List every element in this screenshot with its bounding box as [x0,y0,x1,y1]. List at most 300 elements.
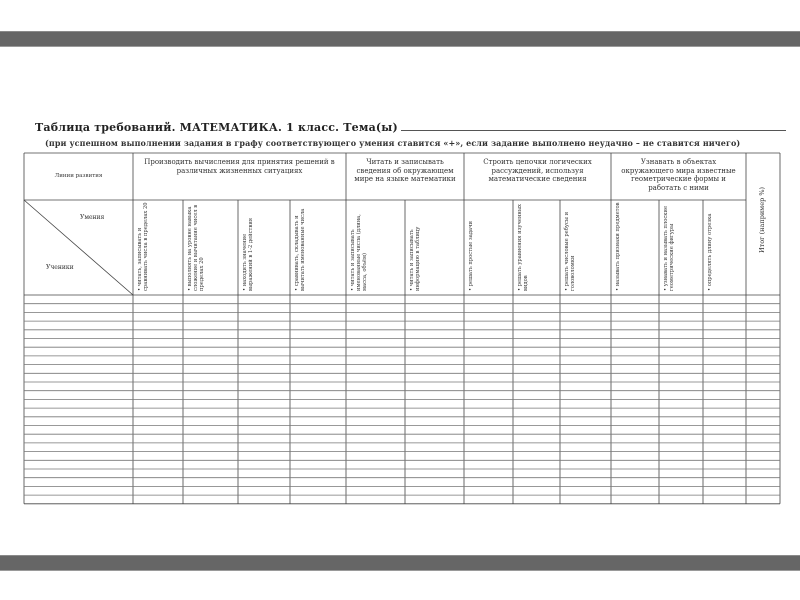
skill-mark-cell[interactable] [513,373,560,382]
skill-mark-cell[interactable] [346,295,405,304]
skill-mark-cell[interactable] [183,382,238,391]
skill-mark-cell[interactable] [405,365,464,374]
student-name-cell[interactable] [24,460,133,469]
skill-mark-cell[interactable] [464,330,513,339]
skill-mark-cell[interactable] [659,434,703,443]
skill-mark-cell[interactable] [513,365,560,374]
student-name-cell[interactable] [24,408,133,417]
skill-mark-cell[interactable] [290,486,346,495]
student-name-cell[interactable] [24,373,133,382]
skill-mark-cell[interactable] [703,434,746,443]
skill-mark-cell[interactable] [290,373,346,382]
skill-mark-cell[interactable] [290,495,346,504]
skill-mark-cell[interactable] [464,399,513,408]
skill-mark-cell[interactable] [238,339,290,348]
skill-mark-cell[interactable] [513,330,560,339]
skill-mark-cell[interactable] [464,426,513,435]
skill-mark-cell[interactable] [611,399,659,408]
skill-mark-cell[interactable] [133,382,183,391]
skill-mark-cell[interactable] [183,426,238,435]
student-name-cell[interactable] [24,434,133,443]
skill-mark-cell[interactable] [703,495,746,504]
skill-mark-cell[interactable] [405,373,464,382]
skill-mark-cell[interactable] [405,469,464,478]
skill-mark-cell[interactable] [513,295,560,304]
total-cell[interactable] [746,382,780,391]
skill-mark-cell[interactable] [133,426,183,435]
skill-mark-cell[interactable] [290,321,346,330]
skill-mark-cell[interactable] [290,304,346,313]
skill-mark-cell[interactable] [346,460,405,469]
total-cell[interactable] [746,373,780,382]
skill-mark-cell[interactable] [346,443,405,452]
skill-mark-cell[interactable] [513,347,560,356]
student-name-cell[interactable] [24,417,133,426]
skill-mark-cell[interactable] [133,295,183,304]
skill-mark-cell[interactable] [560,460,611,469]
skill-mark-cell[interactable] [183,347,238,356]
student-name-cell[interactable] [24,399,133,408]
skill-mark-cell[interactable] [560,426,611,435]
skill-mark-cell[interactable] [238,460,290,469]
skill-mark-cell[interactable] [464,469,513,478]
total-cell[interactable] [746,478,780,487]
skill-mark-cell[interactable] [238,495,290,504]
skill-mark-cell[interactable] [659,356,703,365]
skill-mark-cell[interactable] [464,486,513,495]
skill-mark-cell[interactable] [703,382,746,391]
skill-mark-cell[interactable] [611,347,659,356]
student-name-cell[interactable] [24,347,133,356]
skill-mark-cell[interactable] [183,330,238,339]
skill-mark-cell[interactable] [611,478,659,487]
skill-mark-cell[interactable] [405,339,464,348]
skill-mark-cell[interactable] [405,391,464,400]
skill-mark-cell[interactable] [238,434,290,443]
skill-mark-cell[interactable] [513,304,560,313]
total-cell[interactable] [746,434,780,443]
total-cell[interactable] [746,295,780,304]
skill-mark-cell[interactable] [560,495,611,504]
skill-mark-cell[interactable] [513,339,560,348]
skill-mark-cell[interactable] [238,321,290,330]
skill-mark-cell[interactable] [346,408,405,417]
skill-mark-cell[interactable] [133,347,183,356]
skill-mark-cell[interactable] [183,365,238,374]
skill-mark-cell[interactable] [133,469,183,478]
total-cell[interactable] [746,426,780,435]
skill-mark-cell[interactable] [513,426,560,435]
skill-mark-cell[interactable] [238,399,290,408]
skill-mark-cell[interactable] [464,408,513,417]
skill-mark-cell[interactable] [238,408,290,417]
total-cell[interactable] [746,339,780,348]
skill-mark-cell[interactable] [133,495,183,504]
total-cell[interactable] [746,347,780,356]
skill-mark-cell[interactable] [133,486,183,495]
skill-mark-cell[interactable] [238,486,290,495]
skill-mark-cell[interactable] [464,391,513,400]
skill-mark-cell[interactable] [238,391,290,400]
skill-mark-cell[interactable] [703,373,746,382]
student-name-cell[interactable] [24,304,133,313]
skill-mark-cell[interactable] [183,399,238,408]
skill-mark-cell[interactable] [290,469,346,478]
skill-mark-cell[interactable] [405,304,464,313]
skill-mark-cell[interactable] [611,304,659,313]
skill-mark-cell[interactable] [659,460,703,469]
skill-mark-cell[interactable] [464,339,513,348]
student-name-cell[interactable] [24,312,133,321]
skill-mark-cell[interactable] [703,321,746,330]
student-name-cell[interactable] [24,391,133,400]
skill-mark-cell[interactable] [611,408,659,417]
skill-mark-cell[interactable] [405,347,464,356]
total-cell[interactable] [746,452,780,461]
skill-mark-cell[interactable] [611,373,659,382]
skill-mark-cell[interactable] [464,443,513,452]
skill-mark-cell[interactable] [405,443,464,452]
skill-mark-cell[interactable] [290,382,346,391]
skill-mark-cell[interactable] [346,434,405,443]
skill-mark-cell[interactable] [513,495,560,504]
skill-mark-cell[interactable] [133,321,183,330]
skill-mark-cell[interactable] [290,443,346,452]
total-cell[interactable] [746,460,780,469]
student-name-cell[interactable] [24,365,133,374]
skill-mark-cell[interactable] [133,304,183,313]
skill-mark-cell[interactable] [513,408,560,417]
student-name-cell[interactable] [24,382,133,391]
skill-mark-cell[interactable] [133,373,183,382]
skill-mark-cell[interactable] [611,434,659,443]
skill-mark-cell[interactable] [238,426,290,435]
skill-mark-cell[interactable] [703,486,746,495]
skill-mark-cell[interactable] [238,443,290,452]
student-name-cell[interactable] [24,495,133,504]
skill-mark-cell[interactable] [183,312,238,321]
skill-mark-cell[interactable] [703,330,746,339]
skill-mark-cell[interactable] [560,365,611,374]
student-name-cell[interactable] [24,478,133,487]
skill-mark-cell[interactable] [183,339,238,348]
skill-mark-cell[interactable] [703,408,746,417]
skill-mark-cell[interactable] [611,339,659,348]
skill-mark-cell[interactable] [513,434,560,443]
skill-mark-cell[interactable] [405,330,464,339]
skill-mark-cell[interactable] [703,347,746,356]
skill-mark-cell[interactable] [183,478,238,487]
skill-mark-cell[interactable] [238,356,290,365]
skill-mark-cell[interactable] [659,478,703,487]
skill-mark-cell[interactable] [405,295,464,304]
skill-mark-cell[interactable] [703,391,746,400]
skill-mark-cell[interactable] [560,347,611,356]
skill-mark-cell[interactable] [659,373,703,382]
skill-mark-cell[interactable] [183,295,238,304]
skill-mark-cell[interactable] [611,330,659,339]
skill-mark-cell[interactable] [183,304,238,313]
skill-mark-cell[interactable] [560,399,611,408]
skill-mark-cell[interactable] [183,408,238,417]
skill-mark-cell[interactable] [238,347,290,356]
skill-mark-cell[interactable] [133,339,183,348]
skill-mark-cell[interactable] [238,295,290,304]
skill-mark-cell[interactable] [290,312,346,321]
skill-mark-cell[interactable] [560,469,611,478]
skill-mark-cell[interactable] [290,295,346,304]
skill-mark-cell[interactable] [346,391,405,400]
skill-mark-cell[interactable] [659,452,703,461]
skill-mark-cell[interactable] [464,347,513,356]
skill-mark-cell[interactable] [133,443,183,452]
skill-mark-cell[interactable] [513,321,560,330]
skill-mark-cell[interactable] [659,495,703,504]
skill-mark-cell[interactable] [346,312,405,321]
skill-mark-cell[interactable] [611,321,659,330]
skill-mark-cell[interactable] [703,295,746,304]
skill-mark-cell[interactable] [183,434,238,443]
skill-mark-cell[interactable] [560,443,611,452]
skill-mark-cell[interactable] [611,295,659,304]
student-name-cell[interactable] [24,321,133,330]
skill-mark-cell[interactable] [611,452,659,461]
skill-mark-cell[interactable] [290,460,346,469]
skill-mark-cell[interactable] [133,417,183,426]
skill-mark-cell[interactable] [238,469,290,478]
skill-mark-cell[interactable] [346,495,405,504]
skill-mark-cell[interactable] [346,304,405,313]
skill-mark-cell[interactable] [464,312,513,321]
skill-mark-cell[interactable] [464,356,513,365]
skill-mark-cell[interactable] [290,426,346,435]
total-cell[interactable] [746,443,780,452]
skill-mark-cell[interactable] [659,365,703,374]
skill-mark-cell[interactable] [405,408,464,417]
skill-mark-cell[interactable] [238,478,290,487]
skill-mark-cell[interactable] [611,469,659,478]
skill-mark-cell[interactable] [703,426,746,435]
total-cell[interactable] [746,330,780,339]
total-cell[interactable] [746,304,780,313]
skill-mark-cell[interactable] [659,426,703,435]
total-cell[interactable] [746,495,780,504]
total-cell[interactable] [746,417,780,426]
skill-mark-cell[interactable] [513,452,560,461]
skill-mark-cell[interactable] [133,391,183,400]
skill-mark-cell[interactable] [611,443,659,452]
skill-mark-cell[interactable] [464,365,513,374]
skill-mark-cell[interactable] [611,460,659,469]
skill-mark-cell[interactable] [560,417,611,426]
total-cell[interactable] [746,321,780,330]
skill-mark-cell[interactable] [405,382,464,391]
skill-mark-cell[interactable] [703,417,746,426]
skill-mark-cell[interactable] [405,460,464,469]
skill-mark-cell[interactable] [405,434,464,443]
skill-mark-cell[interactable] [405,486,464,495]
skill-mark-cell[interactable] [560,304,611,313]
skill-mark-cell[interactable] [703,443,746,452]
skill-mark-cell[interactable] [560,295,611,304]
student-name-cell[interactable] [24,452,133,461]
skill-mark-cell[interactable] [611,426,659,435]
student-name-cell[interactable] [24,486,133,495]
skill-mark-cell[interactable] [513,486,560,495]
skill-mark-cell[interactable] [560,391,611,400]
skill-mark-cell[interactable] [513,478,560,487]
skill-mark-cell[interactable] [346,469,405,478]
skill-mark-cell[interactable] [513,469,560,478]
skill-mark-cell[interactable] [133,452,183,461]
skill-mark-cell[interactable] [238,304,290,313]
skill-mark-cell[interactable] [513,391,560,400]
skill-mark-cell[interactable] [659,304,703,313]
skill-mark-cell[interactable] [405,356,464,365]
skill-mark-cell[interactable] [611,486,659,495]
skill-mark-cell[interactable] [238,330,290,339]
skill-mark-cell[interactable] [290,452,346,461]
total-cell[interactable] [746,365,780,374]
skill-mark-cell[interactable] [346,321,405,330]
skill-mark-cell[interactable] [183,469,238,478]
skill-mark-cell[interactable] [560,373,611,382]
skill-mark-cell[interactable] [405,417,464,426]
skill-mark-cell[interactable] [703,339,746,348]
skill-mark-cell[interactable] [290,399,346,408]
skill-mark-cell[interactable] [703,356,746,365]
skill-mark-cell[interactable] [405,399,464,408]
skill-mark-cell[interactable] [290,330,346,339]
student-name-cell[interactable] [24,426,133,435]
skill-mark-cell[interactable] [560,312,611,321]
skill-mark-cell[interactable] [560,434,611,443]
skill-mark-cell[interactable] [183,417,238,426]
skill-mark-cell[interactable] [290,417,346,426]
skill-mark-cell[interactable] [703,399,746,408]
skill-mark-cell[interactable] [513,443,560,452]
student-name-cell[interactable] [24,356,133,365]
skill-mark-cell[interactable] [290,365,346,374]
total-cell[interactable] [746,391,780,400]
skill-mark-cell[interactable] [238,382,290,391]
skill-mark-cell[interactable] [703,452,746,461]
skill-mark-cell[interactable] [238,452,290,461]
skill-mark-cell[interactable] [290,434,346,443]
student-name-cell[interactable] [24,443,133,452]
skill-mark-cell[interactable] [405,495,464,504]
skill-mark-cell[interactable] [464,321,513,330]
skill-mark-cell[interactable] [290,339,346,348]
skill-mark-cell[interactable] [183,373,238,382]
skill-mark-cell[interactable] [659,417,703,426]
skill-mark-cell[interactable] [659,399,703,408]
skill-mark-cell[interactable] [560,408,611,417]
skill-mark-cell[interactable] [464,304,513,313]
skill-mark-cell[interactable] [703,365,746,374]
skill-mark-cell[interactable] [703,469,746,478]
skill-mark-cell[interactable] [133,478,183,487]
skill-mark-cell[interactable] [611,417,659,426]
skill-mark-cell[interactable] [290,347,346,356]
skill-mark-cell[interactable] [405,478,464,487]
skill-mark-cell[interactable] [346,417,405,426]
skill-mark-cell[interactable] [133,365,183,374]
skill-mark-cell[interactable] [560,452,611,461]
total-cell[interactable] [746,469,780,478]
total-cell[interactable] [746,356,780,365]
skill-mark-cell[interactable] [659,347,703,356]
total-cell[interactable] [746,408,780,417]
skill-mark-cell[interactable] [611,356,659,365]
skill-mark-cell[interactable] [346,426,405,435]
skill-mark-cell[interactable] [183,486,238,495]
skill-mark-cell[interactable] [346,347,405,356]
student-name-cell[interactable] [24,469,133,478]
skill-mark-cell[interactable] [659,391,703,400]
skill-mark-cell[interactable] [183,443,238,452]
skill-mark-cell[interactable] [659,443,703,452]
total-cell[interactable] [746,486,780,495]
skill-mark-cell[interactable] [405,312,464,321]
skill-mark-cell[interactable] [133,330,183,339]
skill-mark-cell[interactable] [659,312,703,321]
skill-mark-cell[interactable] [464,460,513,469]
skill-mark-cell[interactable] [611,312,659,321]
skill-mark-cell[interactable] [560,321,611,330]
skill-mark-cell[interactable] [405,321,464,330]
skill-mark-cell[interactable] [290,391,346,400]
skill-mark-cell[interactable] [464,295,513,304]
skill-mark-cell[interactable] [133,356,183,365]
skill-mark-cell[interactable] [346,365,405,374]
skill-mark-cell[interactable] [659,382,703,391]
skill-mark-cell[interactable] [611,382,659,391]
skill-mark-cell[interactable] [346,452,405,461]
skill-mark-cell[interactable] [133,460,183,469]
skill-mark-cell[interactable] [464,373,513,382]
skill-mark-cell[interactable] [346,486,405,495]
skill-mark-cell[interactable] [183,495,238,504]
skill-mark-cell[interactable] [464,434,513,443]
skill-mark-cell[interactable] [464,382,513,391]
skill-mark-cell[interactable] [659,408,703,417]
skill-mark-cell[interactable] [513,399,560,408]
skill-mark-cell[interactable] [659,339,703,348]
skill-mark-cell[interactable] [133,434,183,443]
skill-mark-cell[interactable] [290,356,346,365]
skill-mark-cell[interactable] [513,312,560,321]
skill-mark-cell[interactable] [346,373,405,382]
skill-mark-cell[interactable] [238,312,290,321]
skill-mark-cell[interactable] [133,408,183,417]
skill-mark-cell[interactable] [464,452,513,461]
skill-mark-cell[interactable] [346,478,405,487]
skill-mark-cell[interactable] [611,391,659,400]
skill-mark-cell[interactable] [183,391,238,400]
skill-mark-cell[interactable] [560,486,611,495]
skill-mark-cell[interactable] [464,495,513,504]
skill-mark-cell[interactable] [133,399,183,408]
skill-mark-cell[interactable] [238,365,290,374]
skill-mark-cell[interactable] [405,452,464,461]
skill-mark-cell[interactable] [659,321,703,330]
skill-mark-cell[interactable] [238,373,290,382]
skill-mark-cell[interactable] [611,495,659,504]
skill-mark-cell[interactable] [703,304,746,313]
skill-mark-cell[interactable] [659,330,703,339]
skill-mark-cell[interactable] [611,365,659,374]
